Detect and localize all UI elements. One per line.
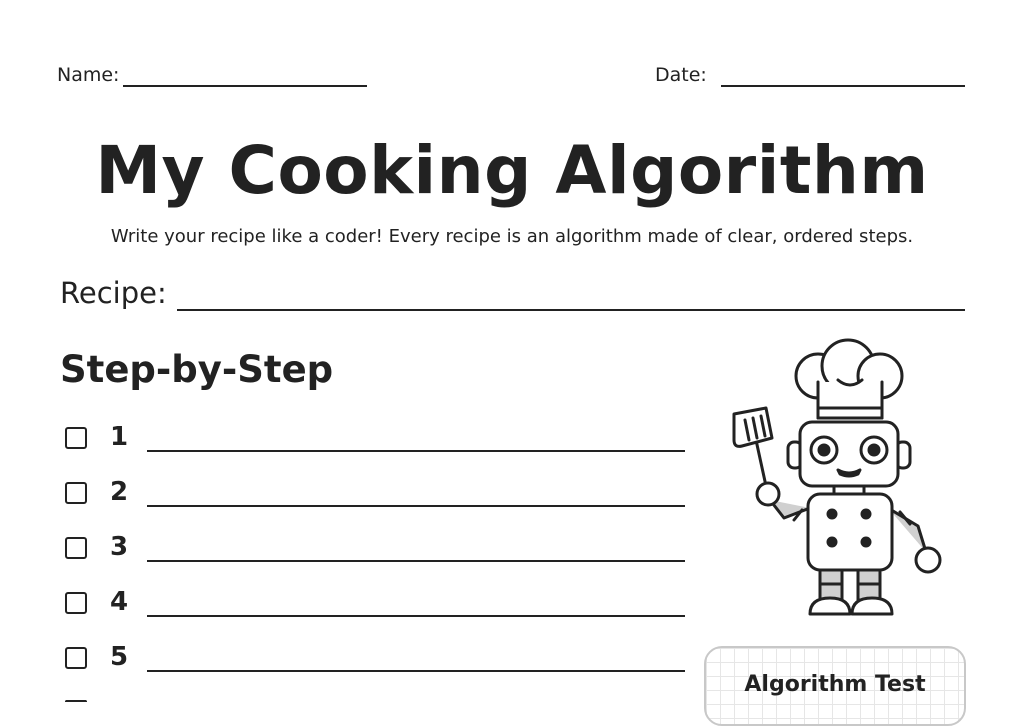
robot-chef-illustration: [726, 338, 946, 622]
step-checkbox[interactable]: [65, 592, 87, 614]
step-checkbox[interactable]: [65, 427, 87, 449]
page-title: My Cooking Algorithm: [95, 132, 929, 209]
recipe-label: Recipe:: [60, 276, 167, 310]
date-label: Date:: [655, 64, 707, 86]
recipe-line[interactable]: [177, 309, 965, 311]
step-line[interactable]: [147, 670, 685, 672]
step-line[interactable]: [147, 560, 685, 562]
algorithm-test-box: [704, 646, 966, 726]
chef-hat-icon: [796, 340, 902, 418]
name-line[interactable]: [123, 85, 367, 87]
page-subtitle: Write your recipe like a coder! Every recipe is an algorithm made of clear, ordered steps.: [110, 226, 914, 247]
date-line[interactable]: [721, 85, 965, 87]
step-line[interactable]: [147, 615, 685, 617]
step-checkbox[interactable]: [65, 482, 87, 504]
algorithm-test-title: Algorithm Test: [744, 672, 926, 697]
step-number: 5: [110, 642, 129, 672]
spatula-icon: [734, 408, 772, 486]
step-checkbox[interactable]: [65, 647, 87, 669]
steps-heading: Step-by-Step: [60, 348, 334, 391]
step-number: 3: [110, 532, 129, 562]
step-number: 2: [110, 477, 129, 507]
step-number: 4: [110, 587, 129, 617]
step-line[interactable]: [147, 505, 685, 507]
name-label: Name:: [57, 64, 120, 86]
step-checkbox[interactable]: [65, 537, 87, 559]
step-line[interactable]: [147, 450, 685, 452]
step-number: 1: [110, 422, 129, 452]
